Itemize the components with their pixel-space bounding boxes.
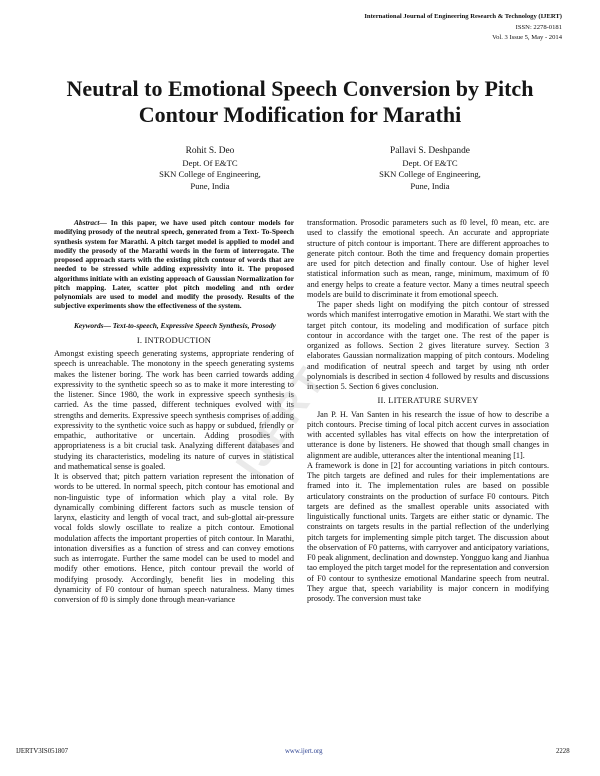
author-location: Pune, India — [410, 180, 450, 191]
section-heading-literature: II. LITERATURE SURVEY — [377, 395, 479, 406]
left-column — [54, 218, 294, 605]
right-paragraph-2: The paper sheds light on modifying the pitch contour of stressed words which manifest interrogative emotion in Marathi. We start with the target pitch contour, its modeling and modification of surface pitch contour in accordance with the target one. The rest of the paper is organized as follows. Section 2 gives literature survey. Section 3 elaborates Gaussian normalization mapping of pitch contours. Modeling and modification of neutral speech and target by using nth order polynomials is described in section 4 followed by results and discussions in section 5. Section 6 gives conclusion. — [307, 300, 549, 391]
author-name: Rohit S. Deo — [185, 146, 235, 156]
intro-paragraph-1: Amongst existing speech generating systems, appropriate rendering of speech is unreachable. The monotony in the speech generating systems makes the listener boring. The work has been carried towards adding expressivity to the synthetic speech so as to make it more interesting to the listener. Since 1980, the work in expressive speech synthesis is carried. As the time passed, different techniques evolved with its strengths and demerits. Expressive speech synthesis comprises of adding expressivity to the synthetic voice such as happy or subdued, friendly or empathic, authoritative or uncertain. Adding prosodies with appropriateness is a bit crucial task. Analyzing different databases and studying its characteristics, modeling its nature of curves in statistical and mathematical sense is goaled. — [54, 349, 294, 471]
abstract-text: In this paper, we have used pitch contour models for modifying prosody of the neutral speech, generated from a Text- To-Speech synthesis system for Marathi. A pitch target model is applied to model and modify the prosody of the Marathi words in the form of interrogate. The proposed approach starts with the existing pitch contour of words that are needed to be stressed while adding expressivity into it. The proposed algorithms initiate with an existing approach of Gaussian Normalization for pitch mapping. Later, scatter plot pitch modeling and nth order polynomials are used to model and modify the prosody. Results of the subjective experiments show the effectiveness of the system. — [54, 218, 294, 311]
author-college: SKN College of Engineering, — [159, 169, 261, 179]
journal-issn: ISSN: 2278-0181 — [515, 23, 562, 31]
footer-url[interactable]: www.ijert.org — [285, 748, 323, 755]
footer-page-number: 2228 — [556, 748, 570, 755]
author-block-2 — [330, 146, 530, 192]
journal-header — [364, 12, 562, 44]
author-block-1 — [110, 146, 310, 192]
author-dept: Dept. Of E&TC — [182, 157, 238, 168]
author-dept: Dept. Of E&TC — [402, 157, 458, 168]
journal-volume: Vol. 3 Issue 5, May - 2014 — [492, 34, 562, 41]
journal-name: International Journal of Engineering Research & Technology (IJERT) — [364, 13, 562, 20]
watermark: IJERT — [227, 359, 335, 486]
paper-title: Neutral to Emotional Speech Conversion by Pitch Contour Modification for Marathi — [66, 76, 534, 127]
right-paragraph-1: transformation. Prosodic parameters such as f0 level, f0 mean, etc. are used to classify the emotional speech. An accurate and appropriate structure of pitch contour is important. There are different approaches to generate pitch contour. Both the time and frequency domain properties are used for pitch detection and finally contour. Use of higher level statistical information such as mean, range, minimum, maximum of f0 and energy helps to create a feature vector. Many a times neutral speech models are build to discriminate it from emotional speech. — [307, 218, 549, 299]
footer-paper-id: IJERTV3IS051807 — [16, 748, 69, 755]
right-column — [307, 218, 549, 604]
author-location: Pune, India — [190, 180, 230, 191]
author-name: Pallavi S. Deshpande — [390, 146, 470, 156]
intro-paragraph-2: It is observed that; pitch pattern variation represent the intonation of words to be uttered. In normal speech, pitch contour has emotional and non-linguistic type of information which play a vital role. By dynamically combining different factors such as muscle tension of larynx, elasticity and length of vocal tract, and sub-glottal air-pressure vocal folds slowly oscillate to realize a pitch contour. Emotional modulation affects the important properties of pitch contour. In Marathi, intonation diversifies as a function of stress and can convey emotions such as interrogate. Further the same model can be used to model and modify other emotions. Hence, pitch contour prevail the world of modifying prosody. Accordingly, benefit lies in modeling this dynamicity of F0 contour of human speech naturalness. Many times conversion of f0 is simply done through mean-variance — [54, 472, 294, 604]
literature-paragraph-1: Jan P. H. Van Santen in his research the issue of how to describe a pitch contours. Precise timing of local pitch accent curves in association with accented syllables has vital effects on how the interpretation of utterance is done by listeners. He showed that though small changes in alignment are audible, utterances alter the intentional meaning [1]. — [307, 409, 549, 460]
author-college: SKN College of Engineering, — [379, 169, 481, 179]
abstract-label: Abstract— — [74, 218, 107, 227]
section-heading-introduction: I. INTRODUCTION — [136, 334, 212, 345]
keywords: Keywords— Text-to-speech, Expressive Speech Synthesis, Prosody — [74, 320, 276, 330]
abstract — [54, 218, 294, 311]
literature-paragraph-2: A framework is done in [2] for accounting variations in pitch contours. The pitch targets are defined and rules for their implementations are framed into it. The implementation rules are based on possible articulatory constraints on the production of surface F0 contours. Pitch targets are defined as the smallest operable units associated with linguistically functional units. Targets are either static or dynamic. The constraints on targets results in the partial reflection of the underlying pitch targets for implementing simple pitch target. The discussion about the observation of F0 patterns, with carryover and anticipatory variations, F0 peak alignment, declination and downstep. Yongguo kang and Jianhua tao employed the pitch target model for the representation and conversion of F0 contour to synthesize emotional Mandarine speech from neutral. They argue that, speech variability is major concern in modifying prosody. The conversion must take — [307, 460, 549, 603]
